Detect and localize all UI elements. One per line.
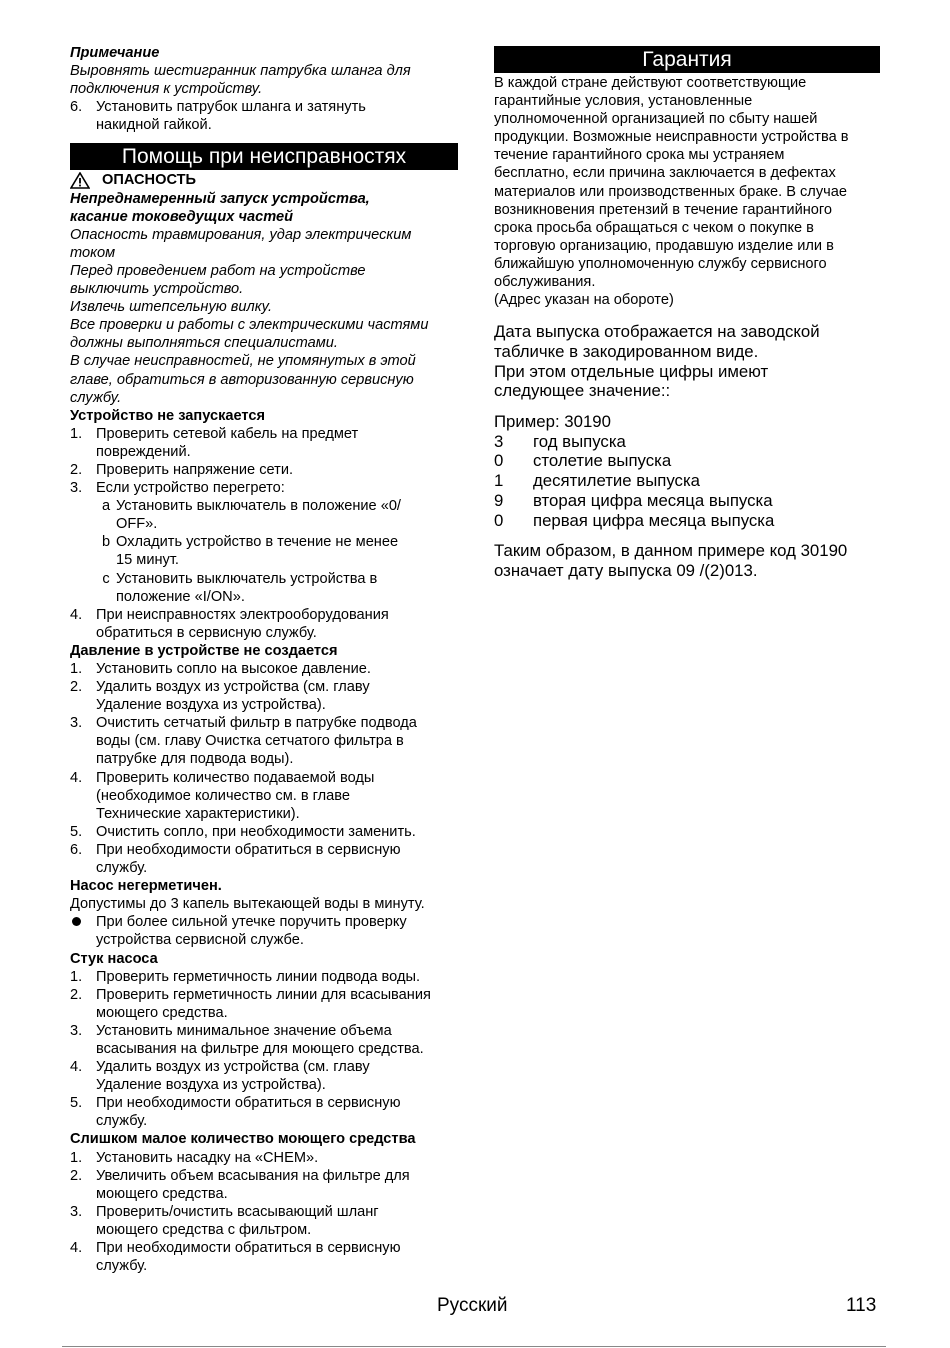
section-heading-troubleshooting: Помощь при неисправностях <box>70 143 458 170</box>
list-line: При необходимости обратиться в сервисную <box>96 1095 401 1112</box>
list-item <box>70 425 458 461</box>
example-row <box>494 491 880 511</box>
danger-label: ОПАСНОСТЬ <box>102 172 197 189</box>
list-item <box>70 986 458 1022</box>
list-line: Проверить герметичность линии подвода воды. <box>96 968 421 985</box>
list-item <box>70 769 458 823</box>
list-line: OFF». <box>116 516 158 533</box>
paragraph-line: течение гарантийного срока мы устраняем <box>494 147 785 164</box>
list-item <box>70 1094 458 1130</box>
list-line: Проверить/очистить всасывающий шланг <box>96 1203 379 1220</box>
list-line: Проверить напряжение сети. <box>96 461 294 478</box>
danger-line: Извлечь штепсельную вилку. <box>70 299 273 316</box>
footer-language: Русский <box>437 1295 508 1316</box>
example-row <box>494 511 880 531</box>
note-line: Выровнять шестигранник патрубка шланга для <box>70 63 411 80</box>
list-line: службу. <box>96 1258 148 1275</box>
list-item <box>70 461 458 479</box>
list-item <box>70 606 458 642</box>
sub-list-item <box>96 570 458 606</box>
list-line: повреждений. <box>96 443 191 460</box>
list-line: Установить выключатель устройства в <box>116 570 378 587</box>
date-code-paragraph <box>494 322 880 401</box>
list-number: 3. <box>70 1203 83 1220</box>
bullet-item <box>70 913 458 949</box>
list-number: 1. <box>70 425 83 442</box>
paragraph-line: Таким образом, в данном примере код 30190 <box>494 541 848 561</box>
example-digit: 0 <box>494 451 504 471</box>
danger-heading: Непреднамеренный запуск устройства, <box>70 190 370 207</box>
danger-line: В случае неисправностей, не упомянутых в этой <box>70 353 416 370</box>
paragraph-line: уполномоченной организацией по сбыту нашей <box>494 111 818 128</box>
list-number: 5. <box>70 823 83 840</box>
danger-line: выключить устройство. <box>70 281 244 298</box>
list-line: накидной гайкой. <box>96 117 212 134</box>
list-number: 5. <box>70 1095 83 1112</box>
paragraph-line: возникновения претензий в течение гарантийного <box>494 201 833 218</box>
list-item <box>70 1203 458 1239</box>
list-line: Установить сопло на высокое давление. <box>96 661 371 677</box>
warning-triangle-icon <box>70 172 90 189</box>
list-number: 4. <box>70 606 83 623</box>
list-item <box>70 1058 458 1094</box>
list-line: моющего средства. <box>96 1185 228 1202</box>
danger-line: главе, обратиться в авторизованную сервисную <box>70 371 414 388</box>
danger-heading: касание токоведущих частей <box>70 208 294 225</box>
paragraph-line: (Адрес указан на обороте) <box>494 292 674 309</box>
sub-list-letter: b <box>101 534 111 551</box>
example-digit: 9 <box>494 490 504 510</box>
list-line: При необходимости обратиться в сервисную <box>96 841 401 858</box>
list-number: 2. <box>70 679 83 696</box>
list-line: Установить выключатель в положение «0/ <box>116 498 401 515</box>
list-line: Удалить воздух из устройства (см. главу <box>96 1059 370 1076</box>
note-title: Примечание <box>70 45 160 61</box>
paragraph-line: означает дату выпуска 09 /(2)013. <box>494 560 758 580</box>
section-heading-warranty: Гарантия <box>494 46 880 73</box>
danger-line: током <box>70 244 116 261</box>
example-digit: 0 <box>494 510 504 530</box>
list-line: Удаление воздуха из устройства). <box>96 697 326 714</box>
list-number: 3. <box>70 715 83 732</box>
danger-line: службу. <box>70 389 122 406</box>
list-line: При более сильной утечке поручить проверку <box>96 914 407 931</box>
note-line: подключения к устройству. <box>70 81 263 98</box>
list-line: службу. <box>96 1113 148 1130</box>
list-line: Проверить количество подаваемой воды <box>96 769 375 786</box>
sub-list-item <box>96 533 458 569</box>
list-line: моющего средства с фильтром. <box>96 1221 312 1238</box>
paragraph-line: следующее значение:: <box>494 381 671 401</box>
paragraph-line: При этом отдельные цифры имеют <box>494 361 769 381</box>
example-row <box>494 432 880 452</box>
warranty-paragraph <box>494 74 880 309</box>
list-number: 4. <box>70 1059 83 1076</box>
list-number: 6. <box>70 99 83 116</box>
example-meaning: первая цифра месяца выпуска <box>533 510 775 530</box>
example-meaning: вторая цифра месяца выпуска <box>533 490 773 510</box>
paragraph-line: материалов или производственных браке. В случае <box>494 183 847 200</box>
left-column <box>70 44 458 1275</box>
list-number: 2. <box>70 986 83 1003</box>
bullet-dot-icon <box>70 913 96 949</box>
list-line: Установить минимальное значение объема <box>96 1022 392 1039</box>
list-item <box>70 841 458 877</box>
danger-line: Все проверки и работы с электрическими частями <box>70 317 429 334</box>
subsection-title: Слишком малое количество моющего средства <box>70 1131 416 1148</box>
paragraph-line: бесплатно, если причина заключается в дефектах <box>494 165 836 182</box>
paragraph: Допустимы до 3 капель вытекающей воды в минуту. <box>70 896 425 913</box>
example-meaning: столетие выпуска <box>533 451 672 471</box>
list-number: 6. <box>70 841 83 858</box>
danger-line: Перед проведением работ на устройстве <box>70 262 366 279</box>
list-line: воды (см. главу Очистка сетчатого фильтра в <box>96 733 404 750</box>
list-line: Охладить устройство в течение не менее <box>116 534 399 551</box>
list-line: Очистить сопло, при необходимости заменить. <box>96 823 416 840</box>
list-line: При неисправностях электрооборудования <box>96 606 389 623</box>
list-item <box>70 98 458 134</box>
list-number: 3. <box>70 1022 83 1039</box>
list-number: 2. <box>70 1167 83 1184</box>
list-line: Проверить сетевой кабель на предмет <box>96 425 359 442</box>
list-line: устройства сервисной службе. <box>96 932 304 949</box>
list-line: патрубке для подвода воды). <box>96 751 294 768</box>
list-line: моющего средства. <box>96 1004 228 1021</box>
subsection-title: Стук насоса <box>70 950 158 967</box>
sub-list-item <box>96 497 458 533</box>
example-row <box>494 471 880 491</box>
page-number: 113 <box>846 1295 877 1316</box>
list-number: 1. <box>70 968 83 985</box>
list-line: службу. <box>96 860 148 877</box>
list-item <box>70 823 458 841</box>
list-line: Очистить сетчатый фильтр в патрубке подвода <box>96 715 417 732</box>
paragraph-line: гарантийные условия, установленные <box>494 93 753 110</box>
example-digit: 1 <box>494 471 504 491</box>
list-number: 3. <box>70 480 83 497</box>
list-number: 1. <box>70 1149 83 1166</box>
list-line: Увеличить объем всасывания на фильтре для <box>96 1167 410 1184</box>
list-item <box>70 1167 458 1203</box>
list-item <box>70 479 458 497</box>
paragraph-line: В каждой стране действуют соответствующие <box>494 75 807 91</box>
list-number: 2. <box>70 461 83 478</box>
list-line: 15 минут. <box>116 552 179 569</box>
sub-list-letter: a <box>101 498 111 515</box>
example-digit: 3 <box>494 431 504 451</box>
conclusion-paragraph <box>494 541 880 580</box>
paragraph-line: продукции. Возможные неисправности устройства в <box>494 129 849 146</box>
footer-divider <box>62 1346 886 1347</box>
paragraph-line: ближайшую уполномоченную службу сервисного <box>494 255 827 272</box>
subsection-title: Давление в устройстве не создается <box>70 642 338 659</box>
example-row <box>494 451 880 471</box>
list-item <box>70 1022 458 1058</box>
list-item <box>70 1149 458 1167</box>
paragraph-line: табличке в закодированном виде. <box>494 341 759 361</box>
list-line: Установить патрубок шланга и затянуть <box>96 99 366 116</box>
list-item <box>70 968 458 986</box>
list-item <box>70 1239 458 1275</box>
list-line: обратиться в сервисную службу. <box>96 624 317 641</box>
example-title: Пример: 30190 <box>494 412 611 432</box>
subsection-title: Насос негерметичен. <box>70 878 222 895</box>
right-column <box>494 44 880 581</box>
paragraph-line: торговую организацию, продавшую изделие или в <box>494 237 834 254</box>
paragraph-line: срока просьба обращаться с чеком о покупке в <box>494 219 814 236</box>
example-block <box>494 412 880 530</box>
list-line: Установить насадку на «CHEM». <box>96 1149 319 1166</box>
list-item <box>70 678 458 714</box>
paragraph-line: Дата выпуска отображается на заводской <box>494 322 820 342</box>
list-number: 4. <box>70 769 83 786</box>
list-number: 4. <box>70 1240 83 1256</box>
paragraph-line: обслуживания. <box>494 274 596 291</box>
list-line: При необходимости обратиться в сервисную <box>96 1240 401 1256</box>
list-item <box>70 660 458 678</box>
danger-line: должны выполняться специалистами. <box>70 335 338 352</box>
list-line: Удалить воздух из устройства (см. главу <box>96 679 370 696</box>
list-line: Если устройство перегрето: <box>96 480 285 497</box>
example-meaning: год выпуска <box>533 431 626 451</box>
example-meaning: десятилетие выпуска <box>533 471 700 491</box>
sub-list-letter: c <box>102 570 110 587</box>
subsection-title: Устройство не запускается <box>70 407 266 424</box>
list-line: всасывания на фильтре для моющего средства. <box>96 1040 424 1057</box>
list-line: Технические характеристики). <box>96 805 300 822</box>
list-number: 1. <box>70 661 83 677</box>
list-item <box>70 714 458 768</box>
list-line: положение «I/ON». <box>116 588 245 605</box>
list-line: Удаление воздуха из устройства). <box>96 1077 326 1094</box>
danger-label-row <box>70 171 458 189</box>
list-line: (необходимое количество см. в главе <box>96 787 351 804</box>
list-line: Проверить герметичность линии для всасывания <box>96 986 431 1003</box>
danger-line: Опасность травмирования, удар электрическим <box>70 226 412 243</box>
